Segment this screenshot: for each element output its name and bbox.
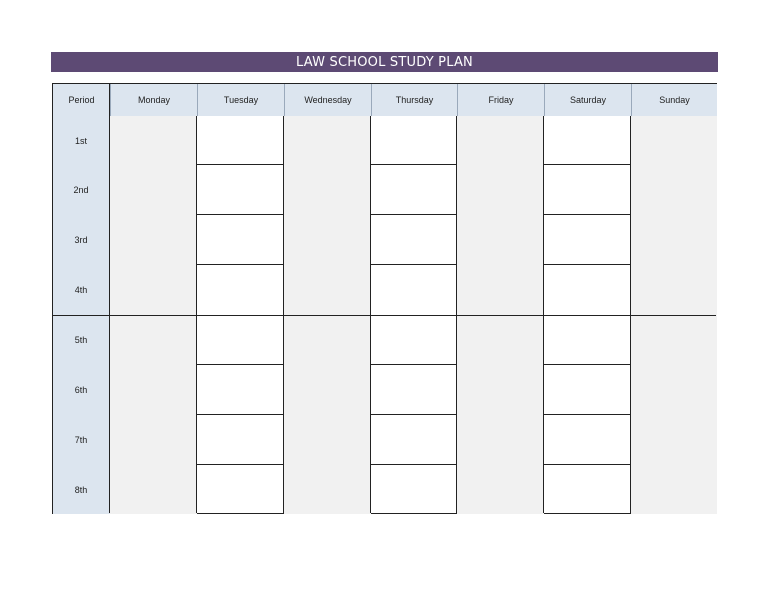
plan-cell[interactable] (544, 415, 631, 465)
header-sunday: Sunday (631, 84, 717, 116)
plan-cell[interactable] (544, 465, 631, 513)
header-friday: Friday (457, 84, 544, 116)
header-saturday: Saturday (544, 84, 631, 116)
plan-cell[interactable] (371, 215, 457, 265)
plan-cell[interactable] (544, 116, 631, 165)
plan-cell[interactable] (197, 465, 284, 513)
header-monday: Monday (110, 84, 197, 116)
plan-cell[interactable] (197, 265, 284, 315)
plan-cell[interactable] (544, 215, 631, 265)
page-title: LAW SCHOOL STUDY PLAN (51, 52, 718, 72)
period-label: 1st (74, 135, 87, 146)
plan-cell[interactable] (371, 265, 457, 315)
period-label: 3rd (74, 234, 88, 245)
plan-cell[interactable] (197, 165, 284, 215)
header-wednesday: Wednesday (284, 84, 371, 116)
period-label: 4th (74, 284, 88, 295)
plan-cell[interactable] (544, 365, 631, 415)
plan-cell[interactable] (371, 116, 457, 165)
plan-cell[interactable] (371, 315, 457, 365)
plan-cell[interactable] (544, 165, 631, 215)
plan-cell[interactable] (197, 415, 284, 465)
header-tuesday: Tuesday (197, 84, 284, 116)
plan-cell[interactable] (371, 365, 457, 415)
plan-cell[interactable] (544, 265, 631, 315)
plan-cell[interactable] (544, 315, 631, 365)
period-label: 6th (74, 384, 88, 395)
plan-cell[interactable] (371, 465, 457, 513)
period-label: 2nd (73, 184, 89, 195)
plan-cell[interactable] (371, 165, 457, 215)
plan-cell[interactable] (197, 215, 284, 265)
plan-cell[interactable] (371, 415, 457, 465)
header-period: Period (53, 84, 110, 116)
period-label: 5th (74, 334, 88, 345)
study-plan-table (52, 83, 717, 514)
plan-cell[interactable] (197, 315, 284, 365)
period-label: 8th (74, 484, 88, 495)
period-label: 7th (74, 434, 88, 445)
section-divider (53, 315, 716, 316)
header-thursday: Thursday (371, 84, 457, 116)
column-divider (109, 84, 110, 513)
plan-cell[interactable] (197, 116, 284, 165)
plan-cell[interactable] (197, 365, 284, 415)
